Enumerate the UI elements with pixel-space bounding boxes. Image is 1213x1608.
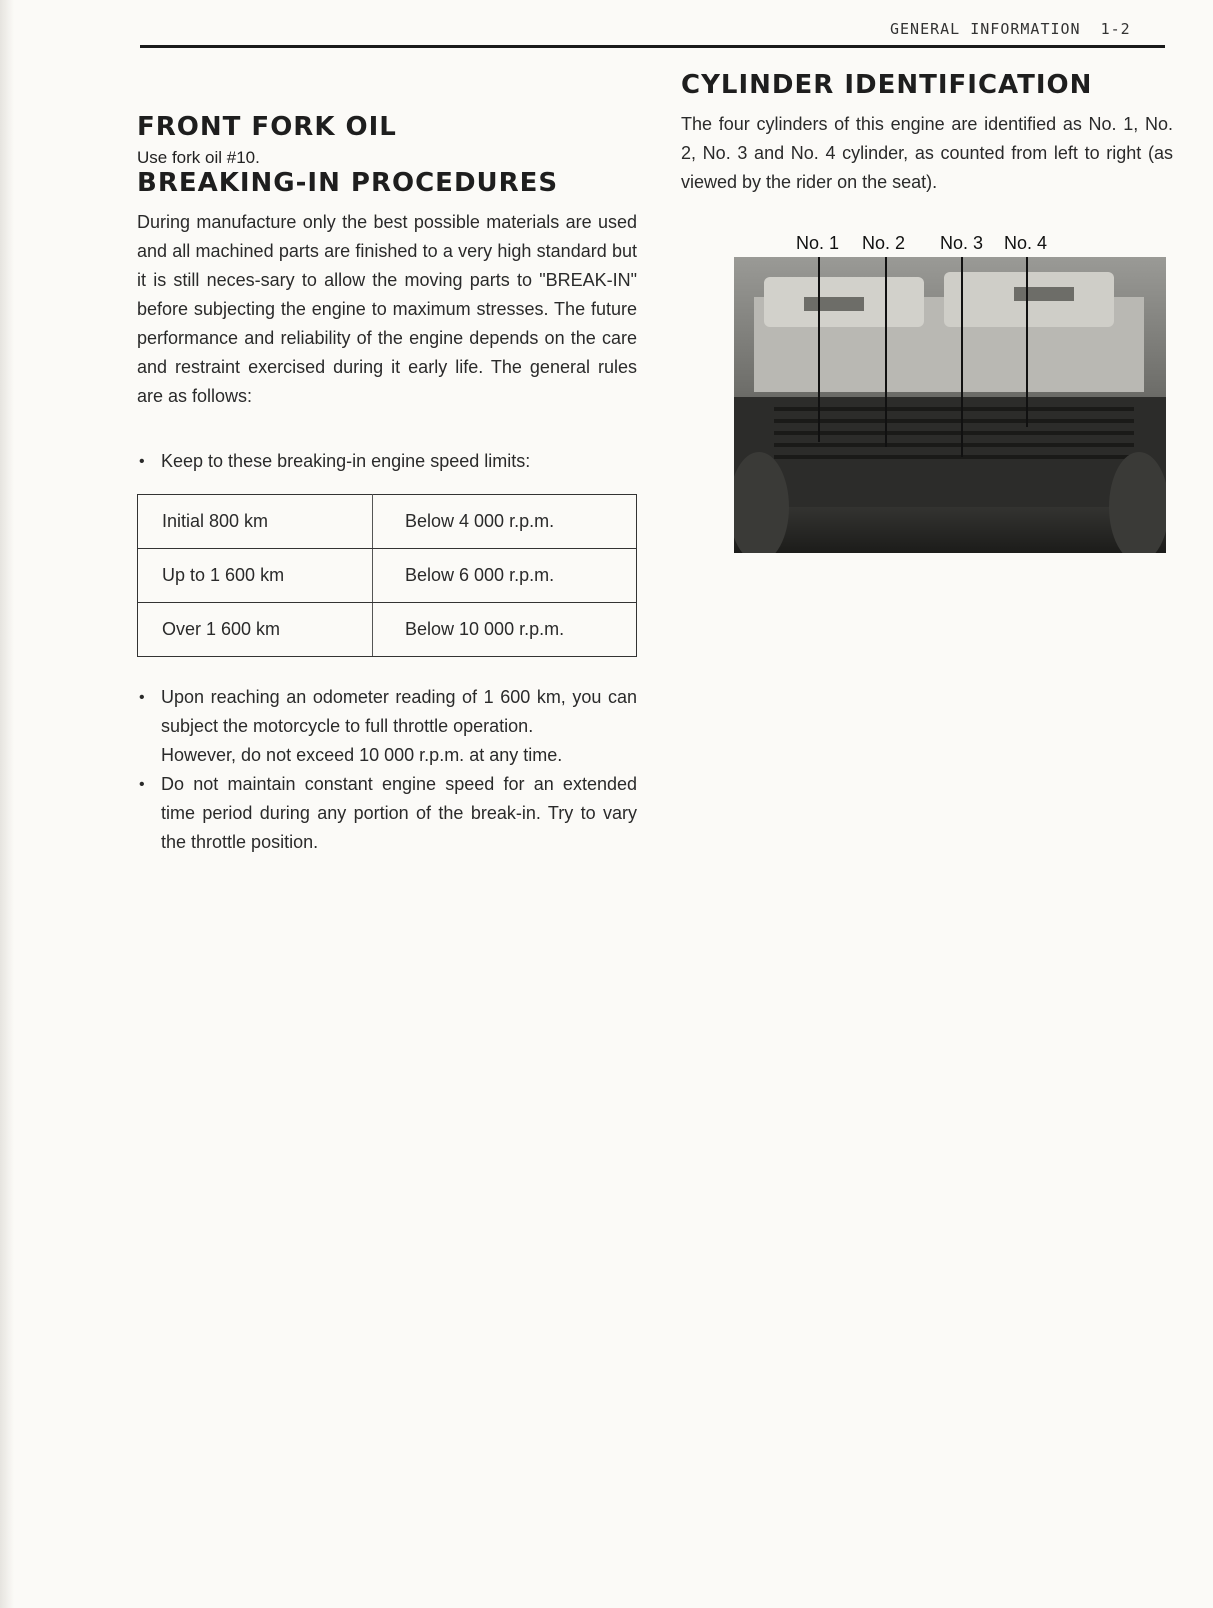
table-row [138,603,637,657]
limit-cell: Below 4 000 r.p.m. [373,495,637,549]
page-number: 1-2 [1100,20,1131,38]
cylinder-identification-text: The four cylinders of this engine are identified as No. 1, No. 2, No. 3 and No. 4 cylinder, as counted from left to right (as viewed by the rider on the seat). [681,114,1173,192]
cover-badge-left [804,297,864,311]
bullet-dot: • [139,776,145,793]
page-edge-shading [0,0,14,1608]
limit-cell: Below 6 000 r.p.m. [373,549,637,603]
cylinder-label-1: No. 1 [796,233,840,253]
breaking-in-heading: BREAKING-IN PROCEDURES [137,168,559,198]
cylinder-label-3: No. 3 [940,233,984,253]
bullet-dot: • [139,453,145,470]
cylinder-labels [734,233,1166,257]
bullet-odometer-text: Upon reaching an odometer reading of 1 600 km, you can subject the motorcycle to full throttle operation. [161,687,637,736]
bullet-constant-speed [137,770,637,857]
distance-cell: Initial 800 km [138,495,373,549]
running-header [890,20,1160,38]
bullet-constant-speed-text: Do not maintain constant engine speed for an extended time period during any portion of the break-in. Try to vary the throttle position. [161,774,637,852]
cylinder-block [734,397,1166,507]
bullet-odometer [137,683,637,770]
bullet-odometer-note: However, do not exceed 10 000 r.p.m. at any time. [161,745,563,765]
breaking-in-paragraph: During manufacture only the best possible materials are used and all machined parts are finished to a very high standard but it is still neces-sary to allow the moving parts to "BREAK-IN" before subjecting the engine to maximum stresses. The future performance and reliability of the engine depends on the care and restraint exercised during it early life. The general rules are as follows: [137,212,637,406]
distance-cell: Over 1 600 km [138,603,373,657]
bullet-speed-limits [137,447,637,476]
bullet-dot: • [139,689,145,706]
engine-photo [734,257,1166,553]
front-fork-oil-heading: FRONT FORK OIL [137,112,397,142]
limit-cell: Below 10 000 r.p.m. [373,603,637,657]
bullet-speed-limits-text: Keep to these breaking-in engine speed limits: [161,451,531,471]
cylinder-label-4: No. 4 [1004,233,1048,253]
header-section: GENERAL INFORMATION [890,20,1081,38]
bullet-list [137,683,637,857]
cylinder-label-2: No. 2 [862,233,906,253]
table-row [138,495,637,549]
right-column [681,70,1186,543]
engine-photo-figure [734,233,1166,543]
cover-badge-right [1014,287,1074,301]
header-rule [140,45,1165,48]
left-column [137,112,637,857]
speed-limit-table [137,494,637,657]
cylinder-identification-heading: CYLINDER IDENTIFICATION [681,70,1093,100]
front-fork-oil-text: Use fork oil #10. [137,148,260,167]
table-row [138,549,637,603]
distance-cell: Up to 1 600 km [138,549,373,603]
